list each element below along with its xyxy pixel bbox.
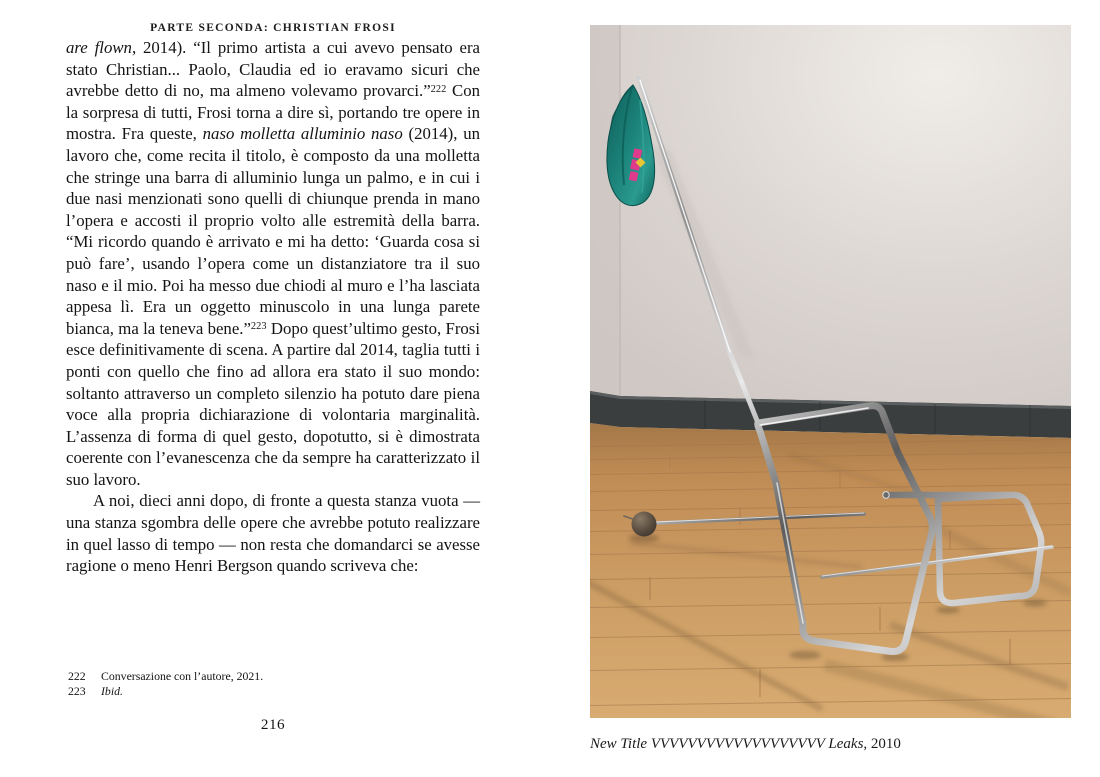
footnote-text: Conversazione con l’autore, 2021. [101, 669, 264, 683]
caption: New Title VVVVVVVVVVVVVVVVVVV Leaks, 2010 [590, 736, 901, 752]
running-head: PARTE SECONDA: CHRISTIAN FROSI [150, 22, 396, 34]
footnote-number: 223 [68, 683, 86, 698]
footnotes [68, 669, 482, 698]
footnote [68, 684, 482, 699]
wood-floor [590, 423, 1071, 718]
left-page [66, 0, 480, 777]
footnote-text: Ibid. [101, 683, 123, 698]
footnote-number: 222 [68, 669, 86, 683]
footnote [68, 669, 482, 684]
gallery-wall [590, 25, 1071, 429]
paragraph: are flown, 2014). “Il primo artista a cui avevo pensato era stato Christian... Paolo, Claudia ed io eravamo sicuri che avrebbe detto di no, ma almeno volevamo provarci.”$^{222}$ Con la sorpresa di tutti, Frosi torna a dire sì, portando tre opere in mostra. Fra queste, naso molletta alluminio naso (2014), un lavoro che, come recita il titolo, è composto da una molletta che stringe una barra di alluminio lunga un palmo, e in cui i due nasi menzionati sono quelli di chiunque prenda in mano l’opera e accosti il proprio volto alle estremità della barra. “Mi ricordo quando è arrivato e mi ha detto: ‘Guarda cosa si può fare’, usando l’opera come un distanziatore tra il suo naso e il mio. Poi ha messo due chiodi al muro e l’ha lasciata appesa lì. Era un oggetto minuscolo in una lunga parete bianca, ma la teneva bene.”$^{223}$ Dopo quest’ultimo gesto, Frosi esce definitivamente di scena. A partire dal 2014, taglia tutti i ponti con quello che fino ad allora era stato il suo mondo: soltanto attraverso un completo silenzio ha potuto dare piena voce alla propria dichiarazione di volontaria marginalità. L’assenza di forma di quel gesto, dopotutto, si è dimostrata coerente con l’evanescenza che da sempre ha caratterizzato il suo lavoro. [66, 38, 481, 489]
body-text [66, 37, 480, 577]
artwork-photo [590, 25, 1071, 718]
ball-weight [632, 512, 657, 537]
page-number: 216 [260, 716, 286, 733]
paragraph: A noi, dieci anni dopo, di fronte a questa stanza vuota — una stanza sgombra delle opere che avrebbe potuto realizzare in quel lasso di tempo — non resta che domandarci se avesse ragione o meno Henri Bergson quando scriveva che: [66, 491, 480, 576]
